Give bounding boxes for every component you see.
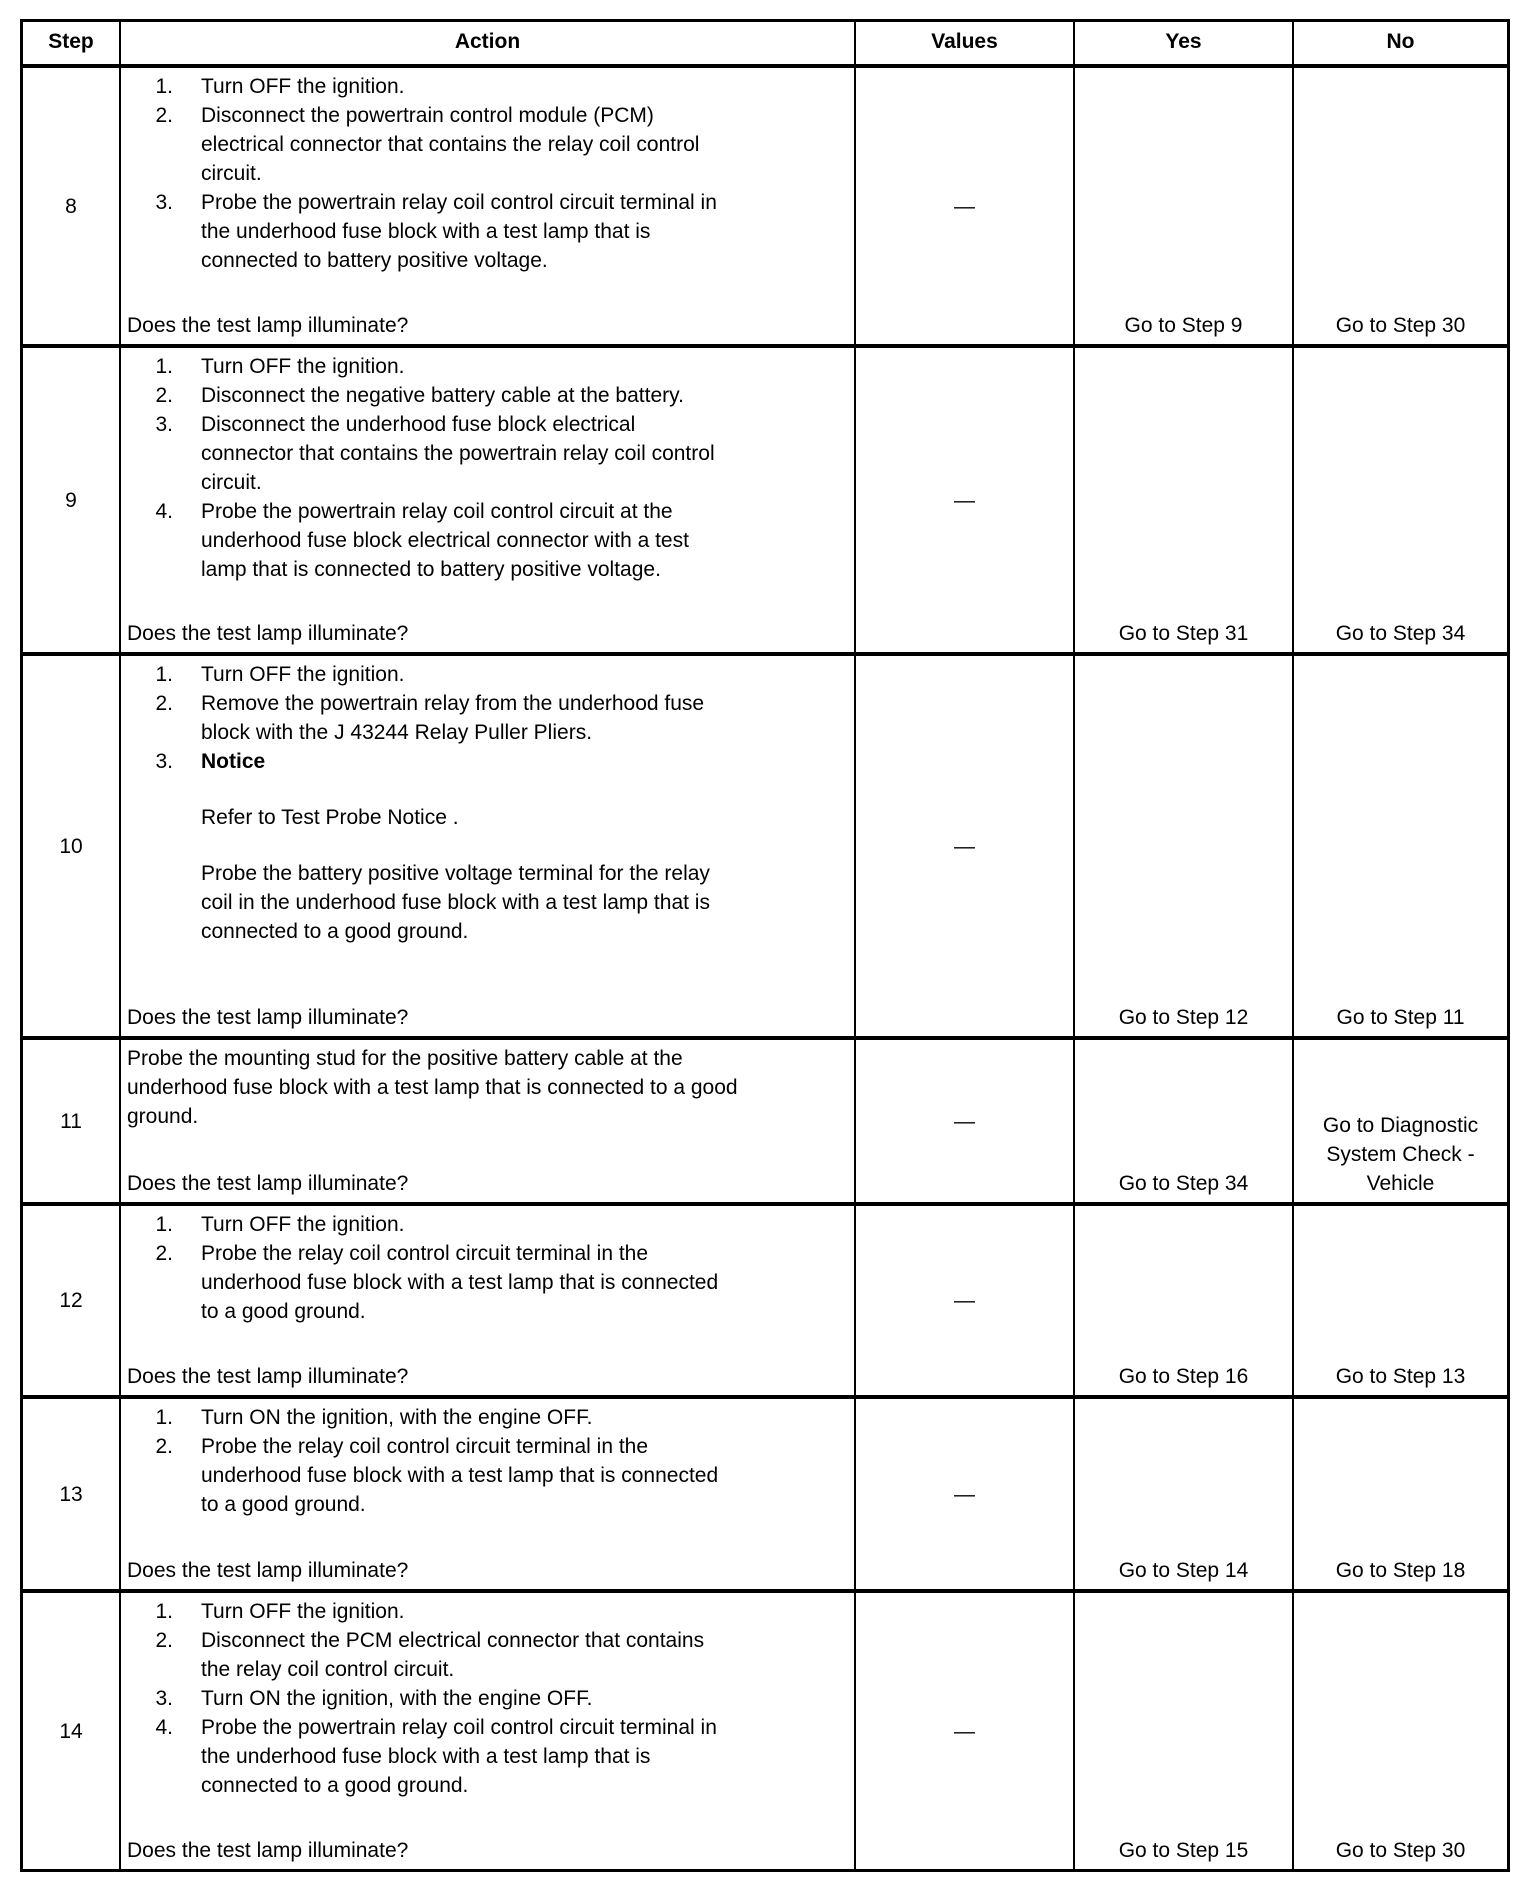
action-step: [121, 72, 854, 101]
step-index: 3.: [155, 413, 173, 436]
action-steps: [121, 656, 854, 946]
yes-cell: [1073, 1593, 1292, 1869]
no-outcome[interactable]: [1294, 1556, 1507, 1585]
step-number: 11: [60, 1109, 82, 1133]
step-index: 4.: [155, 500, 173, 523]
text-line: Disconnect the underhood fuse block electrical: [201, 413, 636, 436]
no-line: Go to Step 34: [1335, 622, 1466, 645]
step-number: 12: [59, 1289, 83, 1312]
step-index: 1.: [155, 355, 173, 378]
yes-outcome[interactable]: [1075, 1362, 1292, 1391]
no-line: Go to Step 18: [1335, 1559, 1466, 1582]
text-line: Turn OFF the ignition.: [201, 663, 405, 686]
no-line: System Check -: [1326, 1143, 1475, 1166]
step-index: 1.: [155, 1213, 173, 1236]
yes-cell: [1073, 348, 1292, 652]
yes-outcome[interactable]: [1075, 1169, 1292, 1198]
step-number: 9: [65, 488, 77, 512]
text-line: coil in the underhood fuse block with a test lamp that is: [201, 891, 710, 914]
question-text: Does the test lamp illuminate?: [127, 1006, 409, 1029]
text-line: to a good ground.: [201, 1300, 366, 1323]
no-outcome[interactable]: [1294, 1111, 1507, 1198]
text-line: Refer to Test Probe Notice .: [201, 806, 459, 829]
action-steps: [121, 1206, 854, 1326]
no-line: Go to Step 30: [1335, 1839, 1466, 1862]
action-steps: [121, 1593, 854, 1800]
yes-line: Go to Step 16: [1118, 1365, 1249, 1388]
action-step: [121, 1432, 854, 1519]
question-text: Does the test lamp illuminate?: [127, 314, 409, 337]
action-cell: [119, 656, 854, 1036]
text-line: Probe the relay coil control circuit terminal in the: [201, 1435, 649, 1458]
no-cell: [1292, 1399, 1507, 1589]
table-row: [23, 64, 1507, 344]
text-line: underhood fuse block with a test lamp that is connected to a good: [127, 1076, 738, 1099]
no-line: Go to Step 30: [1335, 314, 1466, 337]
no-outcome[interactable]: [1294, 1362, 1507, 1391]
text-line: Probe the powertrain relay coil control circuit at the: [201, 500, 673, 523]
table-header: [23, 22, 1507, 64]
step-text: [201, 1713, 717, 1800]
question-text: Does the test lamp illuminate?: [127, 1172, 409, 1195]
action-step: [121, 689, 854, 747]
question-text: Does the test lamp illuminate?: [127, 1365, 409, 1388]
no-outcome[interactable]: [1294, 1003, 1507, 1032]
step-index: 2.: [155, 104, 173, 127]
step-index: 3.: [155, 750, 173, 773]
values-cell: [854, 1399, 1073, 1589]
step-text: [201, 1210, 404, 1239]
value-text: —: [954, 1482, 975, 1506]
notice-title: Notice: [201, 750, 266, 773]
no-outcome[interactable]: [1294, 619, 1507, 648]
no-cell: [1292, 348, 1507, 652]
question-text: Does the test lamp illuminate?: [127, 622, 409, 645]
step-text: [201, 352, 404, 381]
no-cell: [1292, 68, 1507, 344]
step-cell: [23, 68, 119, 344]
text-line: Probe the powertrain relay coil control circuit terminal in: [201, 1716, 717, 1739]
step-text: [201, 1403, 592, 1432]
step-number: 13: [59, 1482, 83, 1506]
action-step: [121, 1597, 854, 1626]
yes-cell: [1073, 1206, 1292, 1395]
no-outcome[interactable]: [1294, 311, 1507, 340]
step-text: [201, 101, 699, 188]
action-steps: [121, 348, 854, 584]
no-line: Go to Step 11: [1336, 1006, 1465, 1029]
step-text: [201, 689, 704, 747]
text-line: Turn OFF the ignition.: [201, 355, 405, 378]
action-steps: [121, 1399, 854, 1519]
step-text: [201, 72, 404, 101]
yes-outcome[interactable]: [1075, 619, 1292, 648]
text-line: Probe the battery positive voltage terminal for the relay: [201, 862, 710, 885]
step-index: 2.: [155, 1242, 173, 1265]
text-line: Disconnect the negative battery cable at the battery.: [201, 384, 684, 407]
values-cell: [854, 1593, 1073, 1869]
value-text: —: [954, 1289, 975, 1312]
action-step: [121, 1713, 854, 1800]
text-line: Remove the powertrain relay from the underhood fuse: [201, 692, 705, 715]
step-text: [201, 1239, 718, 1326]
step-cell: [23, 656, 119, 1036]
step-index: 2.: [155, 1435, 173, 1458]
step-cell: [23, 1399, 119, 1589]
yes-line: Go to Step 14: [1118, 1559, 1249, 1582]
values-cell: [854, 68, 1073, 344]
text-line: to a good ground.: [201, 1493, 366, 1516]
question-text: Does the test lamp illuminate?: [127, 1839, 409, 1862]
no-line: Go to Diagnostic: [1322, 1114, 1479, 1137]
text-line: ground.: [127, 1105, 199, 1128]
text-line: underhood fuse block with a test lamp that is connected: [201, 1271, 719, 1294]
step-number: 14: [59, 1719, 83, 1743]
action-step: [121, 1684, 854, 1713]
text-line: Turn ON the ignition, with the engine OFF.: [201, 1406, 593, 1429]
action-cell: [119, 348, 854, 652]
step-index: 1.: [155, 1406, 173, 1429]
step-text: [201, 497, 689, 584]
step-index: 2.: [155, 384, 173, 407]
step-cell: [23, 348, 119, 652]
action-step: [121, 1210, 854, 1239]
action-step: [121, 1403, 854, 1432]
step-text: [201, 660, 404, 689]
action-step: [121, 410, 854, 497]
step-index: 1.: [155, 75, 173, 98]
action-step: [121, 660, 854, 689]
action-cell: [119, 68, 854, 344]
no-cell: [1292, 1206, 1507, 1395]
step-index: 4.: [155, 1716, 173, 1739]
text-line: underhood fuse block with a test lamp that is connected: [201, 1464, 719, 1487]
step-text: [201, 188, 717, 275]
step-index: 2.: [155, 1629, 173, 1652]
action-step: [121, 497, 854, 584]
action-step: [121, 352, 854, 381]
yes-line: Go to Step 12: [1118, 1006, 1249, 1029]
header-yes: Yes: [1073, 22, 1292, 64]
value-text: —: [954, 194, 975, 218]
step-index: 2.: [155, 692, 173, 715]
action-steps: [121, 68, 854, 275]
value-text: —: [954, 1109, 975, 1133]
text-line: Probe the mounting stud for the positive battery cable at the: [127, 1047, 683, 1070]
yes-cell: [1073, 656, 1292, 1036]
spacer: [201, 832, 710, 859]
action-step: [121, 101, 854, 188]
yes-line: Go to Step 15: [1118, 1839, 1249, 1862]
text-line: Turn OFF the ignition.: [201, 1213, 405, 1236]
action-cell: [119, 1040, 854, 1202]
values-cell: [854, 656, 1073, 1036]
step-number: 8: [65, 194, 77, 218]
yes-line: Go to Step 34: [1118, 1172, 1249, 1195]
text-line: the underhood fuse block with a test lamp that is: [201, 1745, 651, 1768]
value-text: —: [954, 488, 975, 512]
text-line: Turn OFF the ignition.: [201, 75, 405, 98]
table-row: [23, 1395, 1507, 1589]
step-text: [201, 381, 684, 410]
no-line: Go to Step 13: [1335, 1365, 1466, 1388]
text-line: electrical connector that contains the relay coil control: [201, 133, 700, 156]
table-row: [23, 1589, 1507, 1869]
action-step: [121, 1626, 854, 1684]
yes-cell: [1073, 68, 1292, 344]
header-values: Values: [854, 22, 1073, 64]
spacer: [201, 776, 710, 803]
action-cell: [119, 1206, 854, 1395]
step-index: 3.: [155, 191, 173, 214]
text-line: Disconnect the powertrain control module (PCM): [201, 104, 654, 127]
table-row: [23, 344, 1507, 652]
no-cell: [1292, 1040, 1507, 1202]
header-step: Step: [48, 30, 94, 53]
text-line: Turn ON the ignition, with the engine OFF.: [201, 1687, 593, 1710]
text-line: circuit.: [201, 471, 262, 494]
action-step: [121, 1239, 854, 1326]
no-outcome[interactable]: [1294, 1836, 1507, 1865]
step-text: [201, 1626, 704, 1684]
text-line: connected to a good ground.: [201, 920, 469, 943]
table-row: [23, 1036, 1507, 1202]
step-text: [201, 747, 710, 946]
step-number: 10: [59, 834, 83, 858]
step-text: [201, 1432, 718, 1519]
text-line: connected to a good ground.: [201, 1774, 469, 1797]
table-row: [23, 1202, 1507, 1395]
yes-outcome[interactable]: [1075, 311, 1292, 340]
action-cell: [119, 1593, 854, 1869]
diagnostic-table: [20, 19, 1510, 1872]
value-text: —: [954, 834, 975, 858]
values-cell: [854, 348, 1073, 652]
table-row: [23, 652, 1507, 1036]
text-line: Turn OFF the ignition.: [201, 1600, 405, 1623]
text-line: Probe the powertrain relay coil control circuit terminal in: [201, 191, 717, 214]
values-cell: [854, 1206, 1073, 1395]
yes-line: Go to Step 9: [1124, 314, 1243, 337]
step-text: [201, 1597, 404, 1626]
text-line: connected to battery positive voltage.: [201, 249, 548, 272]
text-line: Disconnect the PCM electrical connector that contains: [201, 1629, 705, 1652]
action-cell: [119, 1399, 854, 1589]
text-line: the relay coil control circuit.: [201, 1658, 455, 1681]
header-action: Action: [119, 22, 854, 64]
yes-cell: [1073, 1399, 1292, 1589]
text-line: Probe the relay coil control circuit terminal in the: [201, 1242, 649, 1265]
yes-outcome[interactable]: [1075, 1836, 1292, 1865]
no-cell: [1292, 1593, 1507, 1869]
step-index: 1.: [155, 663, 173, 686]
action-step: [121, 747, 854, 946]
step-text: [201, 1684, 592, 1713]
text-line: circuit.: [201, 162, 262, 185]
yes-outcome[interactable]: [1075, 1556, 1292, 1585]
yes-cell: [1073, 1040, 1292, 1202]
text-line: underhood fuse block electrical connector with a test: [201, 529, 689, 552]
text-line: lamp that is connected to battery positive voltage.: [201, 558, 661, 581]
step-cell: [23, 1206, 119, 1395]
values-cell: [854, 1040, 1073, 1202]
step-text: [201, 410, 715, 497]
action-step: [121, 188, 854, 275]
step-cell: [23, 1593, 119, 1869]
step-index: 3.: [155, 1687, 173, 1710]
question-text: Does the test lamp illuminate?: [127, 1559, 409, 1582]
yes-outcome[interactable]: [1075, 1003, 1292, 1032]
header-no: No: [1292, 22, 1507, 64]
no-line: Vehicle: [1366, 1172, 1435, 1195]
step-cell: [23, 1040, 119, 1202]
step-index: 1.: [155, 1600, 173, 1623]
no-cell: [1292, 656, 1507, 1036]
text-line: connector that contains the powertrain relay coil control: [201, 442, 715, 465]
yes-line: Go to Step 31: [1118, 622, 1249, 645]
action-step: [121, 381, 854, 410]
value-text: —: [954, 1719, 975, 1743]
text-line: the underhood fuse block with a test lamp that is: [201, 220, 651, 243]
action-steps: [121, 1040, 854, 1131]
text-line: block with the J 43244 Relay Puller Pliers.: [201, 721, 593, 744]
